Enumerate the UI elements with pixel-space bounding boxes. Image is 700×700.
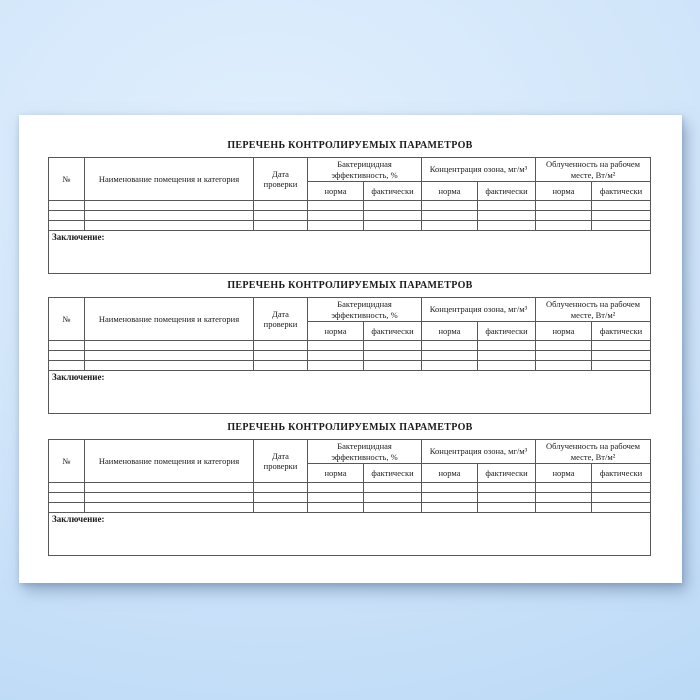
- subheader-norm: норма: [536, 182, 592, 201]
- empty-cell: [254, 211, 308, 221]
- empty-cell: [364, 351, 422, 361]
- empty-cell: [478, 341, 536, 351]
- empty-cell: [254, 221, 308, 231]
- empty-cell: [364, 493, 422, 503]
- empty-cell: [592, 351, 651, 361]
- empty-cell: [536, 351, 592, 361]
- empty-cell: [85, 503, 254, 513]
- subheader-norm: норма: [308, 464, 364, 483]
- subheader-norm: норма: [422, 182, 478, 201]
- empty-cell: [49, 341, 85, 351]
- header-number: №: [49, 440, 85, 483]
- header-bactericidal-effectiveness: Бактерицидная эффективность, %: [308, 440, 422, 464]
- empty-cell: [478, 483, 536, 493]
- empty-cell: [592, 483, 651, 493]
- empty-cell: [536, 211, 592, 221]
- empty-cell: [85, 211, 254, 221]
- parameters-section-2: [48, 280, 652, 414]
- empty-row: [49, 211, 651, 221]
- empty-cell: [536, 483, 592, 493]
- empty-cell: [308, 483, 364, 493]
- empty-cell: [536, 503, 592, 513]
- empty-cell: [422, 211, 478, 221]
- header-number: №: [49, 298, 85, 341]
- empty-cell: [308, 361, 364, 371]
- header-workplace-irradiance: Облученность на рабочем месте, Вт/м²: [536, 298, 651, 322]
- empty-cell: [85, 221, 254, 231]
- empty-cell: [478, 503, 536, 513]
- empty-cell: [536, 201, 592, 211]
- subheader-norm: норма: [536, 322, 592, 341]
- empty-cell: [364, 483, 422, 493]
- empty-cell: [254, 483, 308, 493]
- empty-cell: [478, 221, 536, 231]
- header-check-date: Дата проверки: [254, 158, 308, 201]
- empty-cell: [422, 361, 478, 371]
- empty-cell: [592, 503, 651, 513]
- empty-cell: [254, 493, 308, 503]
- parameters-table: [48, 297, 651, 414]
- empty-cell: [478, 201, 536, 211]
- subheader-actual: фактически: [478, 464, 536, 483]
- empty-cell: [536, 341, 592, 351]
- empty-cell: [592, 201, 651, 211]
- empty-cell: [49, 361, 85, 371]
- conclusion-cell: Заключение:: [49, 231, 651, 274]
- subheader-actual: фактически: [478, 322, 536, 341]
- empty-row: [49, 351, 651, 361]
- header-room-name: Наименование помещения и категория: [85, 298, 254, 341]
- empty-cell: [49, 503, 85, 513]
- subheader-norm: норма: [308, 182, 364, 201]
- subheader-norm: норма: [422, 464, 478, 483]
- empty-cell: [308, 221, 364, 231]
- subheader-actual: фактически: [592, 322, 651, 341]
- empty-cell: [308, 351, 364, 361]
- empty-cell: [364, 503, 422, 513]
- subheader-actual: фактически: [364, 322, 422, 341]
- section-title: ПЕРЕЧЕНЬ КОНТРОЛИРУЕМЫХ ПАРАМЕТРОВ: [227, 140, 473, 151]
- empty-cell: [478, 493, 536, 503]
- empty-cell: [49, 493, 85, 503]
- empty-cell: [592, 493, 651, 503]
- empty-cell: [592, 361, 651, 371]
- parameters-section-3: [48, 422, 652, 556]
- empty-cell: [49, 211, 85, 221]
- header-bactericidal-effectiveness: Бактерицидная эффективность, %: [308, 158, 422, 182]
- empty-cell: [478, 351, 536, 361]
- conclusion-cell: Заключение:: [49, 513, 651, 556]
- empty-cell: [422, 503, 478, 513]
- empty-row: [49, 201, 651, 211]
- empty-cell: [85, 493, 254, 503]
- empty-cell: [422, 483, 478, 493]
- conclusion-row: [49, 513, 651, 556]
- empty-cell: [592, 341, 651, 351]
- empty-cell: [478, 211, 536, 221]
- empty-cell: [308, 341, 364, 351]
- subheader-actual: фактически: [592, 464, 651, 483]
- header-room-name: Наименование помещения и категория: [85, 158, 254, 201]
- subheader-actual: фактически: [592, 182, 651, 201]
- empty-cell: [364, 221, 422, 231]
- parameters-table: [48, 439, 651, 556]
- header-check-date: Дата проверки: [254, 298, 308, 341]
- empty-row: [49, 493, 651, 503]
- empty-cell: [85, 351, 254, 361]
- empty-cell: [85, 341, 254, 351]
- empty-cell: [478, 361, 536, 371]
- conclusion-cell: Заключение:: [49, 371, 651, 414]
- empty-cell: [49, 201, 85, 211]
- empty-cell: [422, 201, 478, 211]
- subheader-norm: норма: [422, 322, 478, 341]
- header-workplace-irradiance: Облученность на рабочем месте, Вт/м²: [536, 158, 651, 182]
- empty-cell: [592, 211, 651, 221]
- empty-cell: [422, 351, 478, 361]
- empty-cell: [364, 211, 422, 221]
- header-workplace-irradiance: Облученность на рабочем месте, Вт/м²: [536, 440, 651, 464]
- empty-cell: [49, 351, 85, 361]
- empty-cell: [364, 201, 422, 211]
- header-bactericidal-effectiveness: Бактерицидная эффективность, %: [308, 298, 422, 322]
- empty-row: [49, 361, 651, 371]
- header-ozone-concentration: Концентрация озона, мг/м³: [422, 158, 536, 182]
- empty-row: [49, 221, 651, 231]
- empty-cell: [85, 483, 254, 493]
- empty-cell: [364, 341, 422, 351]
- conclusion-row: [49, 371, 651, 414]
- parameters-section-1: [48, 140, 652, 274]
- empty-row: [49, 503, 651, 513]
- header-ozone-concentration: Концентрация озона, мг/м³: [422, 298, 536, 322]
- empty-cell: [254, 351, 308, 361]
- empty-cell: [422, 493, 478, 503]
- empty-cell: [364, 361, 422, 371]
- parameters-table: [48, 157, 651, 274]
- empty-cell: [85, 361, 254, 371]
- empty-row: [49, 341, 651, 351]
- empty-cell: [85, 201, 254, 211]
- empty-cell: [308, 201, 364, 211]
- header-check-date: Дата проверки: [254, 440, 308, 483]
- section-title: ПЕРЕЧЕНЬ КОНТРОЛИРУЕМЫХ ПАРАМЕТРОВ: [227, 422, 473, 433]
- empty-cell: [254, 341, 308, 351]
- empty-cell: [254, 201, 308, 211]
- empty-cell: [308, 211, 364, 221]
- empty-cell: [536, 361, 592, 371]
- subheader-actual: фактически: [364, 464, 422, 483]
- empty-cell: [592, 221, 651, 231]
- subheader-norm: норма: [308, 322, 364, 341]
- empty-cell: [422, 221, 478, 231]
- subheader-actual: фактически: [478, 182, 536, 201]
- empty-cell: [308, 503, 364, 513]
- header-ozone-concentration: Концентрация озона, мг/м³: [422, 440, 536, 464]
- empty-cell: [49, 483, 85, 493]
- subheader-actual: фактически: [364, 182, 422, 201]
- conclusion-row: [49, 231, 651, 274]
- empty-cell: [49, 221, 85, 231]
- empty-cell: [536, 493, 592, 503]
- empty-cell: [254, 503, 308, 513]
- empty-row: [49, 483, 651, 493]
- section-title: ПЕРЕЧЕНЬ КОНТРОЛИРУЕМЫХ ПАРАМЕТРОВ: [227, 280, 473, 291]
- empty-cell: [254, 361, 308, 371]
- subheader-norm: норма: [536, 464, 592, 483]
- empty-cell: [308, 493, 364, 503]
- empty-cell: [536, 221, 592, 231]
- empty-cell: [422, 341, 478, 351]
- document-sheet: [19, 115, 682, 583]
- header-room-name: Наименование помещения и категория: [85, 440, 254, 483]
- header-number: №: [49, 158, 85, 201]
